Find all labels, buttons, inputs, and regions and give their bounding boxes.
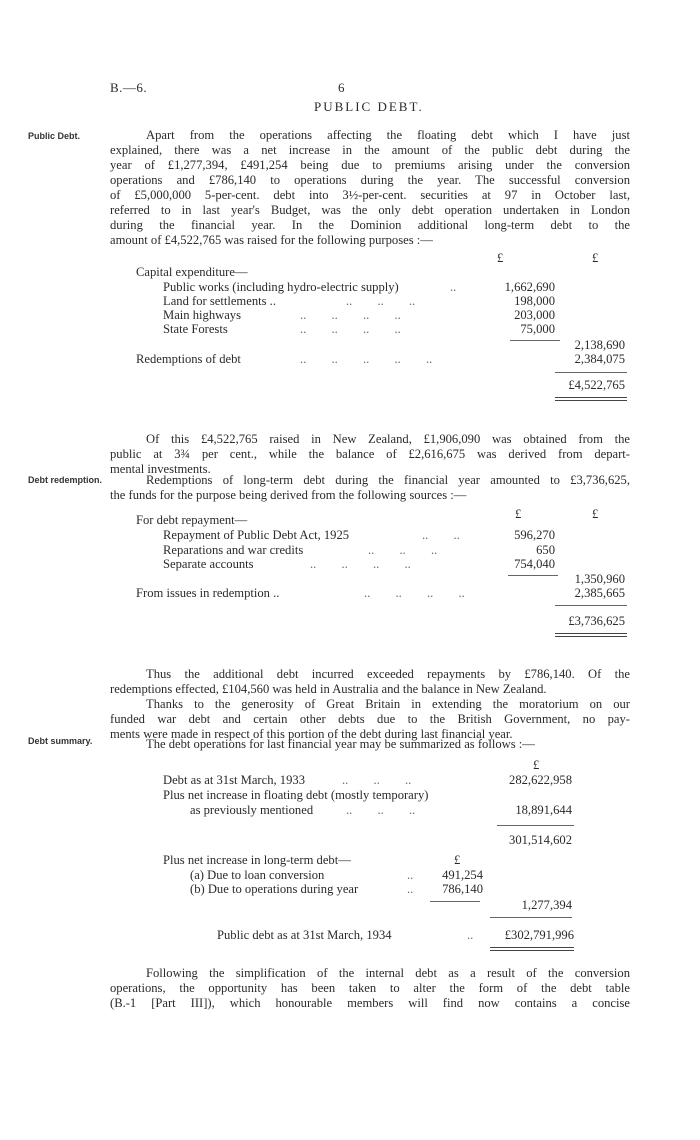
sum-rule	[490, 917, 572, 918]
leader-dots: .. ..	[422, 528, 460, 542]
row-label: (a) Due to loan conversion	[190, 868, 325, 882]
paragraph-raised	[110, 432, 630, 477]
text-line: during the financial year. In the Dominion additional long-term debt to the	[110, 218, 630, 232]
text-line: amount of £4,522,765 was raised for the following purposes :—	[110, 233, 433, 247]
row-value: 198,000	[514, 294, 555, 308]
row-value: 18,891,644	[515, 803, 572, 817]
text-line: referred to in last year's Budget, was the only debt operation undertaken in London	[110, 203, 630, 217]
side-note-debt-redemption: Debt redemption.	[28, 475, 103, 485]
leader-dots: ..	[407, 868, 414, 882]
text-line: public at 3¾ per cent., while the balance of £2,616,675 was derived from depart-	[110, 447, 630, 461]
double-rule	[555, 633, 627, 637]
leader-dots: .. .. .. ..	[300, 322, 401, 336]
row-value: 1,277,394	[521, 898, 572, 912]
text-line: (B.-1 [Part III]), which honourable members will find now contains a concise	[110, 996, 630, 1010]
leader-dots: .. .. ..	[346, 294, 416, 308]
text-line: of £5,000,000 5-per-cent. debt into 3½-per-cent. securities at 97 in October last,	[110, 188, 630, 202]
subtotal-value: 1,350,960	[574, 572, 625, 586]
leader-dots: ..	[467, 928, 474, 942]
row-label: Separate accounts	[163, 557, 254, 571]
text-line: redemptions effected, £104,560 was held in Australia and the balance in New Zealand.	[110, 682, 547, 696]
leader-dots: .. .. .. .. ..	[300, 352, 433, 366]
text-line: the funds for the purpose being derived from the following sources :—	[110, 488, 467, 502]
text-line: Thanks to the generosity of Great Britain in extending the moratorium on our	[146, 697, 630, 711]
row-value: 2,385,665	[574, 586, 625, 600]
page-number: 6	[338, 80, 345, 95]
group-label: For debt repayment—	[136, 513, 248, 527]
row-label: State Forests	[163, 322, 228, 336]
text-line: Following the simplification of the internal debt as a result of the conversion	[146, 966, 630, 980]
currency-symbol: £	[592, 251, 599, 265]
row-value: 282,622,958	[509, 773, 572, 787]
paragraph-simplification	[110, 966, 630, 1011]
currency-symbol: £	[454, 853, 461, 867]
subtotal-value: 301,514,602	[509, 833, 572, 847]
row-label: Reparations and war credits	[163, 543, 304, 557]
subtotal-value: 2,138,690	[574, 338, 625, 352]
text-line: mental investments.	[110, 462, 211, 476]
text-line: funded war debt and certain other debts due to the British Government, no pay-	[110, 712, 630, 726]
group-label: Capital expenditure—	[136, 265, 248, 279]
text-line: operations and £786,140 to operations during the year. The successful conversion	[110, 173, 630, 187]
row-value: 786,140	[442, 882, 483, 896]
row-label: Main highways	[163, 308, 242, 322]
side-note-debt-summary: Debt summary.	[28, 736, 93, 746]
text-line: explained, there was a net increase in the amount of the public debt during the	[110, 143, 630, 157]
row-label-continued: as previously mentioned	[190, 803, 314, 817]
row-value: 491,254	[442, 868, 483, 882]
side-note-public-debt: Public Debt.	[28, 131, 81, 141]
page-reference: B.—6.	[110, 80, 148, 95]
row-value: 650	[536, 543, 555, 557]
text-line: Thus the additional debt incurred exceeded repayments by £786,140. Of the	[146, 667, 630, 681]
text-line: Of this £4,522,765 raised in New Zealand, £1,906,090 was obtained from the	[146, 432, 630, 446]
row-value: 1,662,690	[504, 280, 555, 294]
paragraph-debt-summary	[110, 737, 630, 752]
leader-dots: ..	[407, 882, 414, 896]
paragraph-public-debt	[110, 128, 630, 248]
leader-dots: .. .. .. ..	[310, 557, 411, 571]
text-line: ments were made in respect of this portion of the debt during last financial year.	[110, 727, 513, 741]
currency-symbol: £	[515, 507, 522, 521]
row-value: 754,040	[514, 557, 555, 571]
row-label: Repayment of Public Debt Act, 1925	[163, 528, 350, 542]
text-line: The debt operations for last financial year may be summarized as follows :—	[146, 737, 535, 751]
page-title: PUBLIC DEBT.	[314, 99, 424, 114]
double-rule	[490, 947, 574, 951]
row-label: Plus net increase in long-term debt—	[163, 853, 351, 867]
row-value: 2,384,075	[574, 352, 625, 366]
paragraph-moratorium	[110, 697, 630, 742]
leader-dots: .. .. ..	[342, 773, 412, 787]
leader-dots: .. .. ..	[346, 803, 416, 817]
currency-symbol: £	[592, 507, 599, 521]
text-line: Redemptions of long-term debt during the financial year amounted to £3,736,625,	[146, 473, 630, 487]
sum-rule	[555, 372, 627, 373]
sum-rule	[555, 605, 627, 606]
row-label: Redemptions of debt	[136, 352, 241, 366]
row-label: Plus net increase in floating debt (mostly temporary)	[163, 788, 429, 802]
leader-dots: .. .. .. ..	[364, 586, 465, 600]
leader-dots: ..	[450, 280, 457, 294]
paragraph-debt-redemption	[110, 473, 630, 503]
row-label: Public works (including hydro-electric supply)	[163, 280, 399, 294]
total-value: £4,522,765	[568, 378, 625, 392]
row-value: 596,270	[514, 528, 555, 542]
total-value: £302,791,996	[504, 928, 574, 942]
row-label: Public debt as at 31st March, 1934	[217, 928, 392, 942]
paragraph-additional-debt	[110, 667, 630, 697]
currency-symbol: £	[533, 758, 540, 772]
row-label: From issues in redemption ..	[136, 586, 280, 600]
double-rule	[555, 397, 627, 401]
total-value: £3,736,625	[568, 614, 625, 628]
row-label: Land for settlements ..	[163, 294, 276, 308]
row-value: 203,000	[514, 308, 555, 322]
text-line: Apart from the operations affecting the floating debt which I have just	[146, 128, 630, 142]
row-label: (b) Due to operations during year	[190, 882, 359, 896]
leader-dots: .. .. ..	[368, 543, 438, 557]
text-line: year of £1,277,394, £491,254 being due to premiums arising under the conversion	[110, 158, 630, 172]
sum-rule	[497, 825, 574, 826]
text-line: operations, the opportunity has been taken to alter the form of the debt table	[110, 981, 630, 995]
leader-dots: .. .. .. ..	[300, 308, 401, 322]
row-label: Debt as at 31st March, 1933	[163, 773, 305, 787]
sum-rule	[430, 901, 480, 902]
row-value: 75,000	[520, 322, 555, 336]
currency-symbol: £	[497, 251, 504, 265]
